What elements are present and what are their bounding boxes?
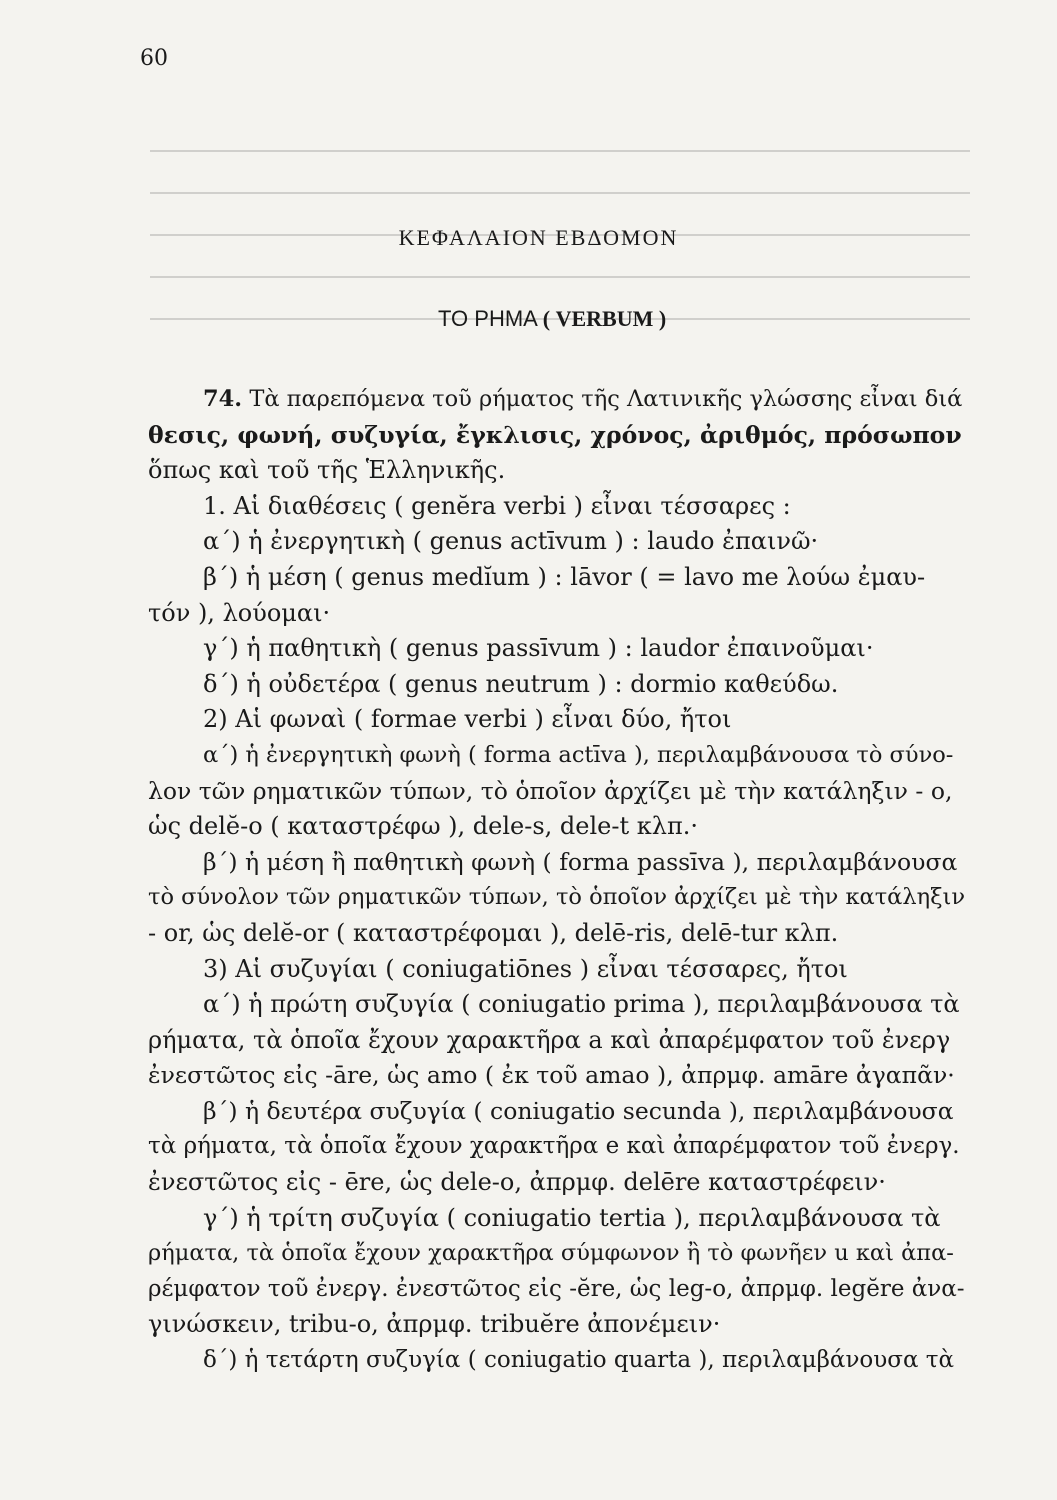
text-line: λον τῶν ρηματικῶν τύπων, τὸ ὁποῖον ἀρχίζει μὲ τὴν κατάληξιν - o, <box>148 776 953 805</box>
page-number: 60 <box>140 46 168 71</box>
paragraph-number: 74. <box>203 386 243 412</box>
text-line: δ΄) ἡ τετάρτη συζυγία ( coniugatio quarta ), περιλαμβάνουσα τὰ <box>203 1347 955 1374</box>
section-title-latin: ( VERBUM ) <box>542 306 667 331</box>
text-line: β΄) ἡ δευτέρα συζυγία ( coniugatio secunda ), περιλαμβάνουσα <box>203 1096 954 1125</box>
text-line: ρήματα, τὰ ὁποῖα ἔχουν χαρακτῆρα a καὶ ἀπαρέμφατον τοῦ ἐνεργ <box>148 1025 951 1054</box>
text-line: γ΄) ἡ παθητικὴ ( genus passīvum ) : laudor ἐπαινοῦμαι· <box>203 634 874 663</box>
text-line: δ΄) ἡ οὐδετέρα ( genus neutrum ) : dormio καθεύδω. <box>203 669 839 698</box>
section-title-greek: ΤΟ ΡΗΜΑ <box>438 306 537 331</box>
text-line: β΄) ἡ μέση ( genus medĭum ) : lāvor ( = lavo me λούω ἐμαυ- <box>203 562 926 591</box>
text-line: α΄) ἡ ἐνεργητικὴ ( genus actīvum ) : laudo ἐπαινῶ· <box>203 527 819 556</box>
text-line: τὰ ρήματα, τὰ ὁποῖα ἔχουν χαρακτῆρα e καὶ ἀπαρέμφατον τοῦ ἐνεργ. <box>148 1133 960 1160</box>
text-line: τόν ), λούομαι· <box>148 598 331 627</box>
page-body <box>148 382 968 1379</box>
text-line: 2) Αἱ φωναὶ ( formae verbi ) εἶναι δύο, ἤτοι <box>203 705 732 734</box>
paragraph-74-line-2: θεσις, φωνή, συζυγία, ἔγκλισις, χρόνος, ἀριθμός, πρόσωπον <box>148 420 962 449</box>
text-line: ρέμφατον τοῦ ἐνεργ. ἐνεστῶτος εἰς -ĕre, ὡς leg-o, ἀπρμφ. legĕre ἀνα- <box>148 1275 965 1302</box>
text-line: γινώσκειν, tribu-o, ἀπρμφ. tribuĕre ἀπονέμειν· <box>148 1310 721 1339</box>
text-line: α΄) ἡ ἐνεργητικὴ φωνὴ ( forma actīva ), περιλαμβάνουσα τὸ σύνο- <box>203 741 954 768</box>
chapter-heading: ΚΕΦΑΛΑΙΟΝ ΕΒΔΟΜΟΝ <box>398 225 679 250</box>
text-line: ρήματα, τὰ ὁποῖα ἔχουν χαρακτῆρα σύμφωνον ἢ τὸ φωνῆεν u καὶ ἀπα- <box>148 1240 954 1267</box>
text-line: β΄) ἡ μέση ἢ παθητικὴ φωνὴ ( forma passīva ), περιλαμβάνουσα <box>203 847 958 876</box>
text-line: - or, ὡς delĕ-or ( καταστρέφομαι ), delē-ris, delē-tur κλπ. <box>148 918 839 947</box>
text-line: 1. Αἱ διαθέσεις ( genĕra verbi ) εἶναι τέσσαρες : <box>203 491 791 520</box>
paragraph-74-line-1 <box>148 382 968 418</box>
text-line: 3) Αἱ συζυγίαι ( coniugatiōnes ) εἶναι τέσσαρες, ἤτοι <box>203 954 848 983</box>
text-line: ἐνεστῶτος εἰς - ēre, ὡς dele-o, ἀπρμφ. delēre καταστρέφειν· <box>148 1168 886 1197</box>
section-title <box>438 306 666 332</box>
text-line: τὸ σύνολον τῶν ρηματικῶν τύπων, τὸ ὁποῖον ἀρχίζει μὲ τὴν κατάληξιν <box>148 884 966 911</box>
text-line: α΄) ἡ πρώτη συζυγία ( coniugatio prima ), περιλαμβάνουσα τὰ <box>203 990 960 1019</box>
text-line: γ΄) ἡ τρίτη συζυγία ( coniugatio tertia ), περιλαμβάνουσα τὰ <box>203 1203 941 1232</box>
text-line: ἐνεστῶτος εἰς -āre, ὡς amo ( ἐκ τοῦ amao ), ἀπρμφ. amāre ἀγαπᾶν· <box>148 1061 955 1090</box>
text-line: ὡς delĕ-o ( καταστρέφω ), dele-s, dele-t κλπ.· <box>148 812 698 841</box>
paragraph-74-text: Τὰ παρεπόμενα τοῦ ρήματος τῆς Λατινικῆς γλώσσης εἶναι διά <box>249 386 963 412</box>
paragraph-74-line-3: ὅπως καὶ τοῦ τῆς Ἑλληνικῆς. <box>148 456 506 485</box>
